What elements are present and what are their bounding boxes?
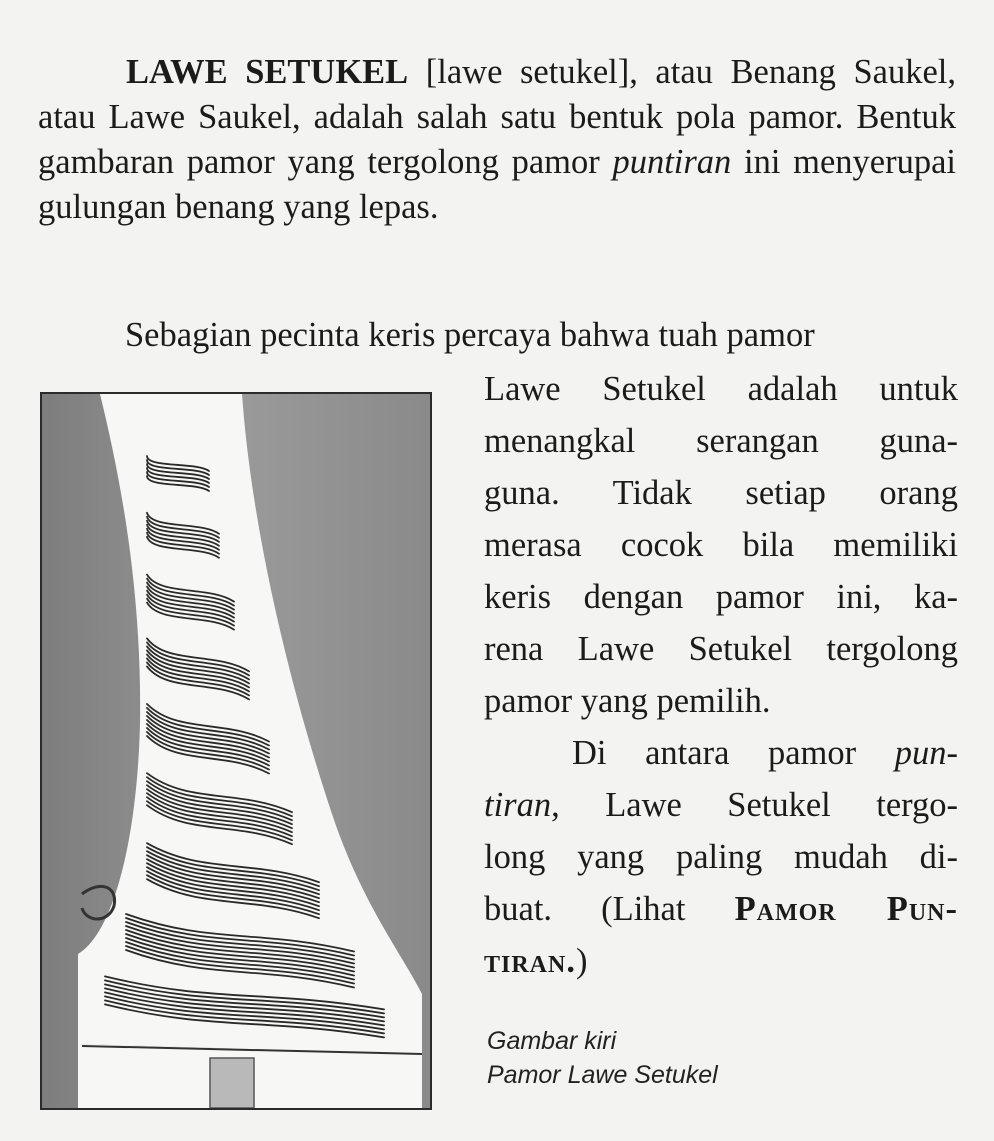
keris-blade-illustration	[42, 394, 430, 1108]
paragraph-3-line	[484, 883, 958, 935]
intro-text-end: ini menyerupai gulungan benang yang lepas.	[38, 143, 956, 226]
p3-text: Di antara pamor	[572, 734, 895, 772]
figure-caption	[487, 1024, 718, 1092]
paragraph-2-line: guna. Tidak setiap orang	[484, 474, 958, 512]
p3-text: )	[575, 942, 588, 980]
paragraph-3-line: long yang paling mudah di-	[484, 838, 958, 876]
paragraph-3-line	[484, 727, 958, 779]
paragraph-2-line: Lawe Setukel adalah untuk	[484, 370, 958, 408]
paragraph-2-line: rena Lawe Setukel tergolong	[484, 630, 958, 668]
blade-tang	[210, 1058, 254, 1108]
intro-italic-term: puntiran	[612, 143, 732, 181]
p3-text: , Lawe Setukel tergo-	[551, 786, 958, 824]
paragraph-3-line	[484, 779, 958, 831]
p3-text: buat. (Lihat	[484, 890, 735, 928]
entry-intro-paragraph	[38, 50, 956, 230]
paragraph-3-line	[484, 935, 958, 987]
caption-line-1: Gambar kiri	[487, 1027, 617, 1055]
paragraph-2-first-line: Sebagian pecinta keris percaya bahwa tuah pamor	[125, 316, 815, 354]
keris-blade-photo	[40, 392, 432, 1110]
cross-reference: Pamor Pun-	[734, 890, 958, 928]
p3-italic: tiran	[484, 786, 552, 824]
paragraph-2-line: merasa cocok bila memiliki	[484, 526, 958, 564]
paragraph-2-line: menangkal serangan guna-	[484, 422, 958, 460]
paragraph-2-line: pamor yang pemilih.	[484, 682, 771, 720]
paragraph-2-line: keris dengan pamor ini, ka-	[484, 578, 958, 616]
text-column-right	[484, 363, 958, 987]
p3-italic: pun-	[894, 734, 958, 772]
cross-reference: tiran.	[484, 942, 576, 980]
caption-line-2: Pamor Lawe Setukel	[487, 1061, 718, 1089]
entry-headword: LAWE SETUKEL	[126, 53, 409, 91]
intro-text: [lawe setukel], atau Benang Saukel, atau Lawe Saukel, adalah salah satu bentuk pola pamor. Bentuk gambaran pamor yang tergolong pamor	[38, 53, 956, 181]
